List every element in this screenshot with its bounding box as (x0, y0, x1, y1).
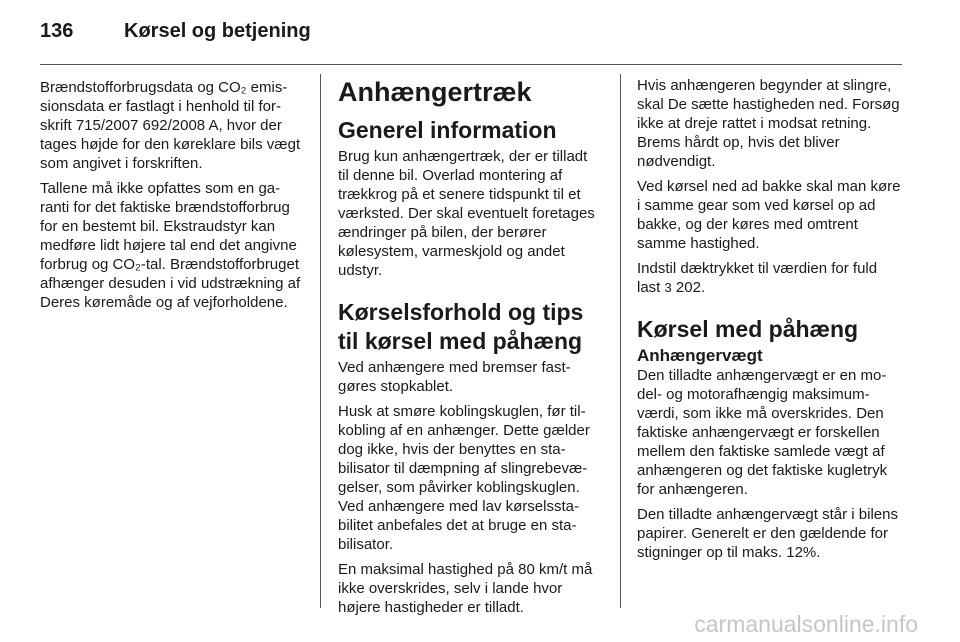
column-right (637, 76, 901, 568)
sway-paragraph: Hvis anhængeren begynder at slingre, skal De sætte hastigheden ned. Forsøg ikke at dreje rattet i modsat retning. Brems hårdt op, hvis det bliver nødvendigt. (637, 77, 900, 170)
page-reference-icon: 3 (664, 280, 672, 295)
fuel-guarantee-paragraph: Tallene må ikke opfattes som en garanti for det faktiske brændstofforbrug for en bestemt bil. Ekstraudstyr kan medføre lidt højere tal end det angivne forbrug og CO₂-tal. Brændstofforbruget afhænger desuden i vid udstrækning af Deres køremåde og af vejforholdene. (40, 180, 301, 311)
max-speed-paragraph: En maksimal hastighed på 80 km/t må ikke overskrides, selv i lande hvor højere hastigheder er tilladt. (338, 561, 593, 616)
trailer-weight-paragraph: Den tilladte anhængervægt er en model- og motorafhængig maksimumværdi, som ikke må overskrides. Den faktiske anhængervægt er forskellen mellem den faktiske samlede vægt af anhængeren og det faktiske kugletryk for anhængeren. (637, 367, 888, 498)
subheading-driving-tips: Kørselsforhold og tips til kørsel med påhæng (338, 299, 584, 354)
chapter-title: Kørsel og betjening (124, 20, 311, 42)
column-divider-2 (620, 74, 621, 608)
subheading-general-info: Generel information (338, 117, 557, 143)
brakes-paragraph: Ved anhængere med bremser fastgøres stopkablet. (338, 359, 571, 395)
downhill-paragraph: Ved kørsel ned ad bakke skal man køre i samme gear som ved kørsel op ad bakke, og der køres med omtrent samme hastighed. (637, 178, 901, 252)
column-middle (338, 76, 602, 623)
subheading-trailer-weight: Anhængervægt (637, 346, 763, 365)
section-heading-towbar: Anhængertræk (338, 77, 532, 107)
watermark: carmanualsonline.info (694, 611, 918, 637)
column-left (40, 78, 302, 318)
subheading-trailer-driving: Kørsel med påhæng (637, 316, 859, 342)
page-number: 136 (40, 20, 74, 42)
tyre-pressure-paragraph: Indstil dæktrykket til værdien for fuld last 3 202. (637, 260, 878, 296)
page-reference-link[interactable]: 202. (675, 279, 706, 296)
page-header (40, 15, 311, 47)
coupling-grease-paragraph: Husk at smøre koblingskuglen, før tilkobling af en anhænger. Dette gælder dog ikke, hvis der benyttes en stabilisator til dæmpning af slingrebevægelser, som påvirker koblingskuglen. Ved anhængere med lav kørselsstabilitet anbefales det at bruge en stabilisator. (338, 403, 590, 553)
vehicle-papers-paragraph: Den tilladte anhængervægt står i bilens papirer. Generelt er den gældende for stigninger op til maks. 12%. (637, 506, 898, 561)
header-rule (40, 64, 902, 65)
column-divider-1 (320, 74, 321, 608)
fuel-data-paragraph: Brændstofforbrugsdata og CO₂ emissionsdata er fastlagt i henhold til forskrift 715/2007 692/2008 A, hvor der tages højde for den køreklare bils vægt som angivet i forskriften. (40, 79, 301, 172)
general-info-paragraph: Brug kun anhængertræk, der er tilladt til denne bil. Overlad montering af trækkrog på et senere tidspunkt til et værksted. Der skal eventuelt foretages ændringer på bilen, der berører kølesystem, varmeskjold og andet udstyr. (338, 148, 595, 279)
